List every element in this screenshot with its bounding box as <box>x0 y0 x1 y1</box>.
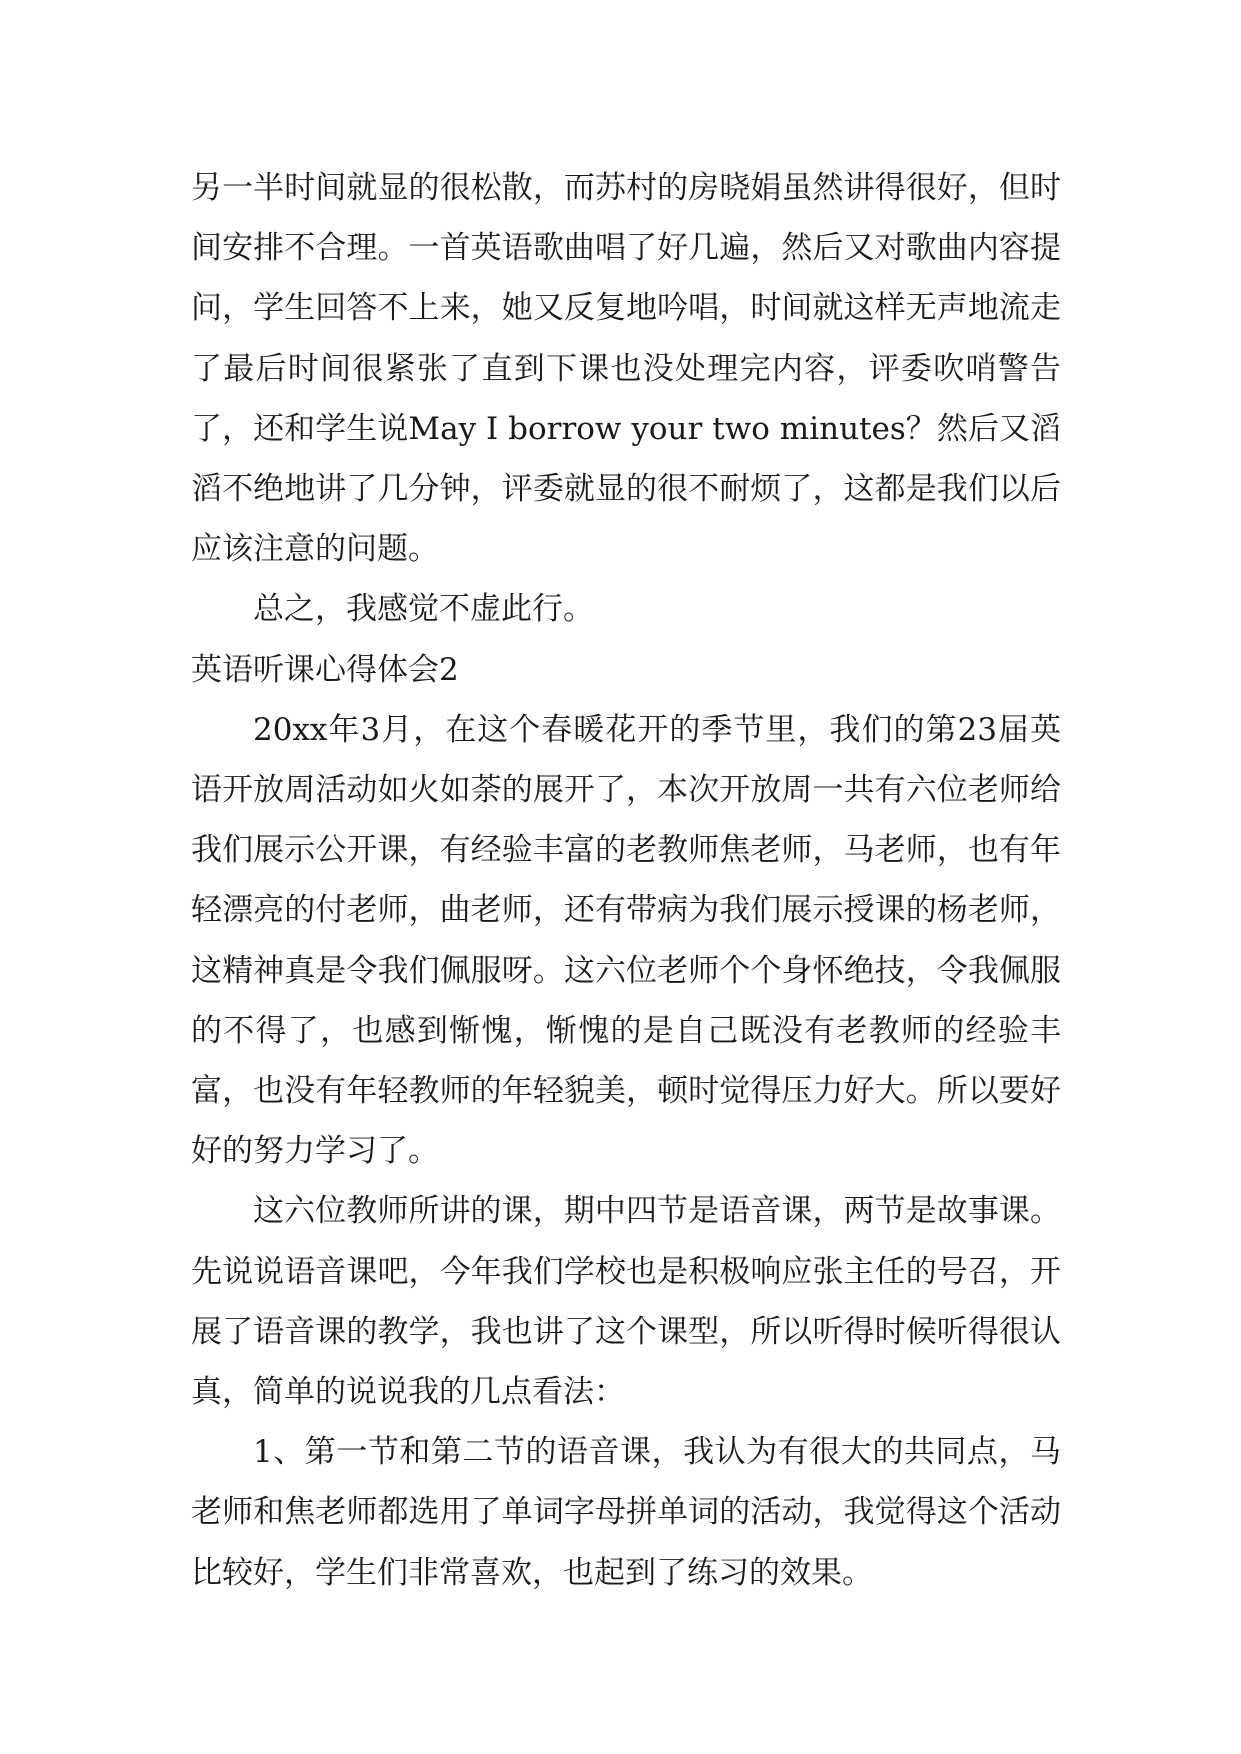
paragraph-lessons: 这六位教师所讲的课，期中四节是语音课，两节是故事课。先说说语音课吧，今年我们学校也是积极响应张主任的号召，开展了语音课的教学，我也讲了这个课型，所以听得时候听得很认真，简单的说说我的几点看法： <box>191 1193 1061 1411</box>
paragraph-point-1: 1、第一节和第二节的语音课，我认为有很大的共同点，马老师和焦老师都选用了单词字母拼单词的活动，我觉得这个活动比较好，学生们非常喜欢，也起到了练习的效果。 <box>191 1434 1061 1591</box>
paragraph-continuation: 另一半时间就显的很松散，而苏村的房晓娟虽然讲得很好，但时间安排不合理。一首英语歌曲唱了好几遍，然后又对歌曲内容提问，学生回答不上来，她又反复地吟唱，时间就这样无声地流走了最后时间很紧张了直到下课也没处理完内容，评委吹哨警告了，还和学生说May I borrow your two minutes？然后又滔滔不绝地讲了几分钟，评委就显的很不耐烦了，这都是我们以后应该注意的问题。 <box>191 170 1061 568</box>
document-page <box>191 158 1061 1603</box>
section-heading: 英语听课心得体会2 <box>191 651 459 688</box>
paragraph-conclusion: 总之，我感觉不虚此行。 <box>253 591 594 628</box>
paragraph-intro: 20xx年3月，在这个春暖花开的季节里，我们的第23届英语开放周活动如火如荼的展开了，本次开放周一共有六位老师给我们展示公开课，有经验丰富的老教师焦老师，马老师，也有年轻漂亮的付老师，曲老师，还有带病为我们展示授课的杨老师，这精神真是令我们佩服呀。这六位老师个个身怀绝技，令我佩服的不得了，也感到惭愧，惭愧的是自己既没有老教师的经验丰富，也没有年轻教师的年轻貌美，顿时觉得压力好大。所以要好好的努力学习了。 <box>191 711 1061 1170</box>
